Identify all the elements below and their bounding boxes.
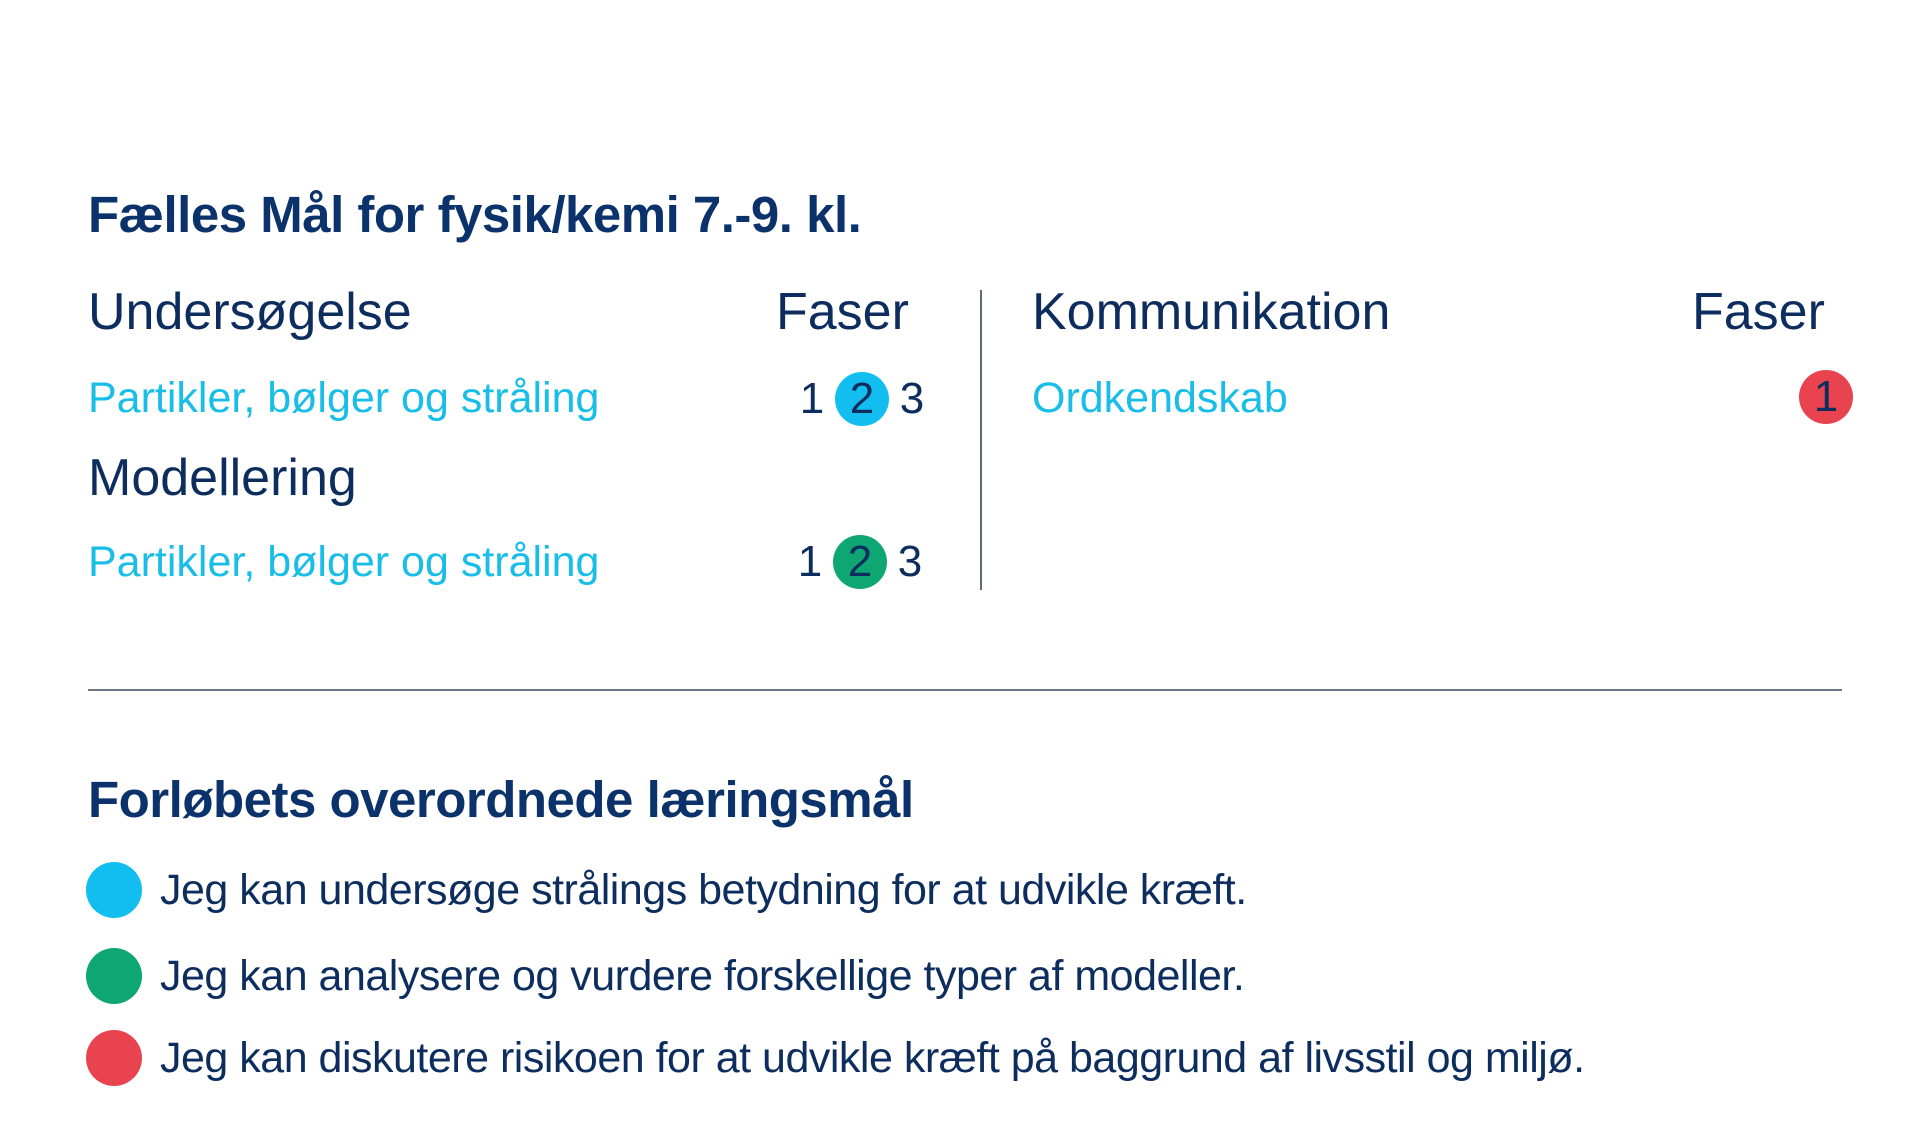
section-title-laeringsmaal: Forløbets overordnede læringsmål <box>88 771 914 828</box>
phase-2-active: 2 <box>833 535 887 589</box>
phase-1-active: 1 <box>1799 370 1853 424</box>
faser-label-left: Faser <box>776 283 909 341</box>
goal-text: Jeg kan undersøge strålings betydning for at udvikle kræft. <box>160 865 1247 914</box>
blue-dot-icon <box>86 862 142 918</box>
topic-link-undersogelse[interactable]: Partikler, bølger og stråling <box>88 374 600 422</box>
goal-item <box>86 1030 1585 1086</box>
page-title: Fælles Mål for fysik/kemi 7.-9. kl. <box>88 186 862 243</box>
phase-indicator-undersogelse <box>789 372 937 426</box>
green-dot-icon <box>86 948 142 1004</box>
phase-indicator-modellering <box>787 535 935 589</box>
phase-3: 3 <box>899 374 925 423</box>
topic-link-ordkendskab[interactable]: Ordkendskab <box>1032 374 1288 422</box>
section-divider <box>88 689 1842 691</box>
phase-1: 1 <box>797 537 823 586</box>
heading-modellering: Modellering <box>88 449 357 507</box>
red-dot-icon <box>86 1030 142 1086</box>
phase-1: 1 <box>799 374 825 423</box>
goal-item <box>86 948 1244 1004</box>
topic-link-modellering[interactable]: Partikler, bølger og stråling <box>88 538 600 586</box>
phase-indicator-kommunikation <box>1801 370 1853 424</box>
goal-text: Jeg kan diskutere risikoen for at udvikle kræft på baggrund af livsstil og miljø. <box>160 1033 1585 1082</box>
goal-item <box>86 862 1247 918</box>
column-divider <box>980 290 982 590</box>
phase-2-active: 2 <box>835 372 889 426</box>
goal-text: Jeg kan analysere og vurdere forskellige typer af modeller. <box>160 951 1245 1000</box>
faser-label-right: Faser <box>1692 283 1825 341</box>
phase-3: 3 <box>897 537 923 586</box>
heading-kommunikation: Kommunikation <box>1032 283 1391 341</box>
heading-undersogelse: Undersøgelse <box>88 283 412 341</box>
